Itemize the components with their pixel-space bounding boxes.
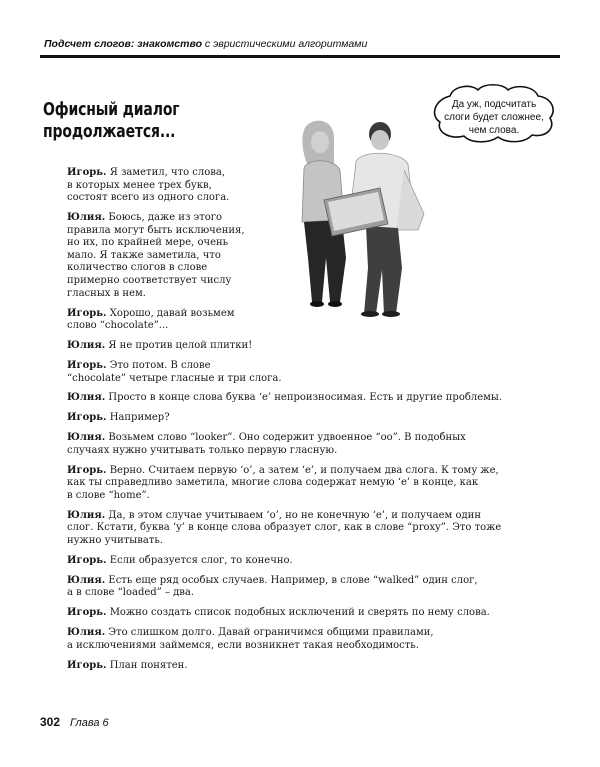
bubble-line-2: слоги будет сложнее, — [444, 112, 544, 123]
dialogue-line: Боюсь, даже из этого — [105, 212, 223, 224]
dialogue-line: Я не против целой плитки! — [105, 340, 253, 352]
dialogue-line: Есть еще ряд особых случаев. Например, в слове “walked” один слог, — [105, 574, 478, 586]
dialogue-line: в слове “home”. — [67, 489, 150, 501]
page-title — [43, 99, 179, 143]
dialogue-line: случаях нужно учитывать только первую гласную. — [67, 444, 338, 456]
dialogue — [67, 167, 503, 679]
dialogue-line: но их, по крайней мере, очень — [67, 237, 229, 249]
speaker-name: Юлия. — [67, 627, 106, 639]
thought-bubble-text — [442, 98, 546, 137]
speaker-name: Игорь. — [67, 464, 107, 476]
dialogue-paragraph — [67, 607, 490, 620]
running-head-bold: Подсчет слогов: знакомство — [44, 38, 202, 50]
title-line-2: продолжается... — [43, 122, 176, 142]
dialogue-line: Просто в конце слова буква ‘e’ непроизносимая. Есть и другие проблемы. — [105, 392, 503, 404]
dialogue-paragraph — [67, 464, 499, 503]
dialogue-paragraph — [67, 308, 477, 333]
header-rule — [40, 55, 560, 58]
page-footer — [40, 715, 109, 729]
dialogue-line: Это слишком долго. Давай ограничимся общими правилами, — [105, 627, 434, 639]
dialogue-line: а исключениями займемся, если возникнет такая необходимость. — [67, 639, 419, 651]
chapter-label: Глава 6 — [70, 717, 109, 729]
speaker-name: Игорь. — [67, 607, 107, 619]
title-line-1: Офисный диалог — [43, 100, 180, 120]
speaker-name: Игорь. — [67, 359, 107, 371]
running-head-rest: с эвристическими алгоритмами — [201, 38, 368, 50]
bubble-line-1: Да уж, подсчитать — [451, 99, 537, 110]
dialogue-paragraph — [67, 212, 477, 300]
dialogue-paragraph — [67, 340, 477, 353]
dialogue-line: “chocolate” четыре гласные и три слога. — [67, 372, 282, 384]
dialogue-line: План понятен. — [106, 659, 188, 671]
speaker-name: Юлия. — [67, 340, 106, 352]
dialogue-line: мало. Я также заметила, что — [67, 249, 221, 261]
speaker-name: Игорь. — [67, 412, 107, 424]
dialogue-paragraph — [67, 555, 477, 568]
bubble-line-3: чем слова. — [468, 125, 520, 136]
dialogue-line: слог. Кстати, буква ‘y’ в конце слова образует слог, как в слове “proxy”. Это тоже — [67, 522, 502, 534]
speaker-name: Юлия. — [67, 392, 106, 404]
dialogue-line: Например? — [106, 412, 170, 424]
dialogue-line: в которых менее трех букв, — [67, 179, 212, 191]
dialogue-line: Можно создать список подобных исключений и сверять по нему слова. — [106, 607, 490, 619]
dialogue-line: правила могут быть исключения, — [67, 224, 245, 236]
dialogue-paragraph — [67, 509, 502, 548]
dialogue-line: Да, в этом случае учитываем ‘o’, но не конечную ‘e’, и получаем один — [105, 509, 482, 521]
dialogue-line: Верно. Считаем первую ‘o’, а затем ‘e’, и получаем два слога. К тому же, — [106, 464, 499, 476]
page-number: 302 — [40, 715, 61, 729]
dialogue-line: Хорошо, давай возьмем — [106, 307, 235, 319]
speaker-name: Игорь. — [67, 307, 107, 319]
dialogue-paragraph — [67, 167, 477, 205]
speaker-name: Юлия. — [67, 509, 106, 521]
dialogue-line: Возьмем слово “looker”. Оно содержит удвоенное “oo”. В подобных — [105, 432, 466, 444]
dialogue-paragraph — [67, 360, 477, 385]
dialogue-line: нужно учитывать. — [67, 534, 164, 546]
dialogue-line: гласных в нем. — [67, 287, 146, 299]
speaker-name: Юлия. — [67, 212, 106, 224]
dialogue-paragraph — [67, 412, 477, 425]
dialogue-line: а в слове “loaded” – два. — [67, 587, 195, 599]
dialogue-paragraph — [67, 392, 503, 405]
dialogue-line: количество слогов в слове — [67, 262, 208, 274]
speaker-name: Юлия. — [67, 432, 106, 444]
speaker-name: Игорь. — [67, 167, 107, 178]
dialogue-line: примерно соответствует числу — [67, 275, 232, 287]
speaker-name: Игорь. — [67, 659, 107, 671]
speaker-name: Игорь. — [67, 554, 107, 566]
dialogue-paragraph — [67, 627, 477, 652]
dialogue-line: состоят всего из одного слога. — [67, 192, 230, 204]
dialogue-line: слово “chocolate”... — [67, 320, 169, 332]
dialogue-paragraph — [67, 660, 477, 673]
dialogue-line: Это потом. В слове — [106, 359, 211, 371]
running-head — [44, 38, 367, 50]
dialogue-line: Если образуется слог, то конечно. — [106, 554, 293, 566]
dialogue-line: Я заметил, что слова, — [106, 167, 226, 178]
speaker-name: Юлия. — [67, 574, 106, 586]
dialogue-line: как ты справедливо заметила, многие слова содержат немую ‘e’ в конце, как — [67, 477, 479, 489]
dialogue-paragraph — [67, 432, 477, 457]
dialogue-paragraph — [67, 575, 477, 600]
